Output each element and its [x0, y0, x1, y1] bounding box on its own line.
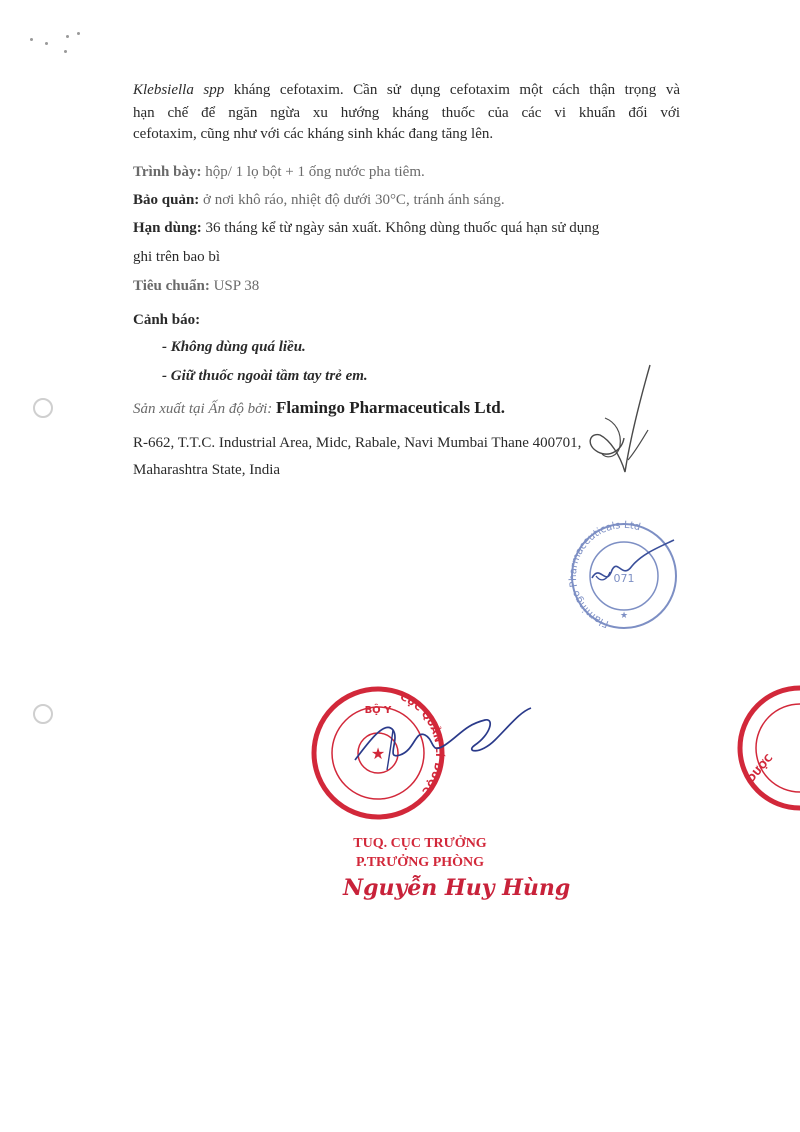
official-signature-icon	[345, 700, 535, 780]
company-stamp-icon	[562, 518, 687, 636]
manufacturer-signature-icon	[580, 360, 670, 485]
svg-text:★: ★	[370, 744, 386, 763]
partial-seal-text: DƯỢC	[745, 752, 776, 785]
seal-ring-text: CỤC QUẢN LÝ DƯỢC	[398, 691, 445, 797]
authority-subtitle: P.TRƯỞNG PHÒNG	[355, 855, 485, 870]
scan-speck	[66, 35, 69, 38]
authority-name: Nguyễn Huy Hùng	[343, 875, 571, 901]
warning-item: - Không dùng quá liều.	[162, 339, 306, 355]
punch-hole-icon	[33, 704, 53, 724]
organism-name: Klebsiella spp	[133, 82, 225, 98]
scan-speck	[30, 38, 33, 41]
scan-speck	[64, 50, 67, 53]
expiry-line: Hạn dùng: 36 tháng kể từ ngày sản xuất. Không dùng thuốc quá hạn sử dụng	[133, 220, 600, 236]
seal-top-text: BỘ Y	[364, 705, 392, 716]
expiry-line-2: ghi trên bao bì	[133, 249, 221, 265]
manufacturer-address: Maharashtra State, India	[133, 462, 281, 478]
presentation-line: Trình bày: hộp/ 1 lọ bột + 1 ống nước pha tiêm.	[133, 164, 425, 180]
warning-label: Cảnh báo:	[133, 312, 201, 328]
storage-line: Bảo quản: ở nơi khô ráo, nhiệt độ dưới 30°C, tránh ánh sáng.	[133, 192, 505, 208]
scan-speck	[45, 42, 48, 45]
storage-label: Bảo quản:	[133, 192, 200, 208]
paragraph-line: Klebsiella spp kháng cefotaxim. Cần sử dụng cefotaxim một cách thận trọng và	[133, 82, 680, 98]
standard-label: Tiêu chuẩn:	[133, 278, 210, 294]
scan-speck	[77, 32, 80, 35]
paragraph-line: hạn chế để ngăn ngừa xu hướng kháng thuốc của các vi khuẩn đối với	[133, 105, 680, 121]
standard-line: Tiêu chuẩn: USP 38	[133, 278, 260, 294]
presentation-label: Trình bày:	[133, 164, 202, 180]
company-stamp-center-text: 071	[613, 572, 635, 585]
paragraph-line: cefotaxim, cũng như với các kháng sinh khác đang tăng lên.	[133, 126, 494, 142]
manufacturer-address: R-662, T.T.C. Industrial Area, Midc, Rabale, Navi Mumbai Thane 400701,	[133, 435, 582, 451]
partial-seal-icon	[730, 683, 800, 813]
punch-hole-icon	[33, 398, 53, 418]
manufacturer-prefix: Sản xuất tại Ấn độ bởi:	[133, 401, 276, 417]
authority-title: TUQ. CỤC TRƯỞNG	[353, 836, 487, 851]
manufacturer-name: Flamingo Pharmaceuticals Ltd.	[276, 398, 506, 417]
warning-item: - Giữ thuốc ngoài tầm tay trẻ em.	[162, 368, 368, 384]
expiry-label: Hạn dùng:	[133, 220, 202, 236]
svg-text:★: ★	[619, 611, 629, 621]
company-stamp-ring-text: Flamingo Pharmaceuticals Ltd	[567, 519, 642, 630]
manufacturer-line	[133, 398, 505, 418]
